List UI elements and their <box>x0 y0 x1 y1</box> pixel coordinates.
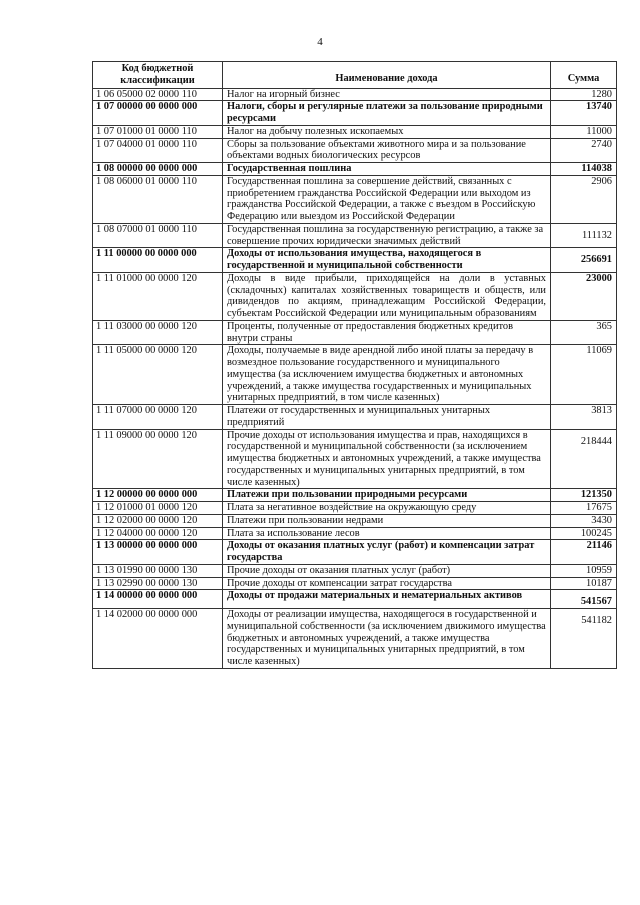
row-sum: 10959 <box>551 564 617 577</box>
row-code: 1 11 09000 00 0000 120 <box>93 429 223 489</box>
header-sum: Сумма <box>551 62 617 89</box>
table-row <box>93 577 617 590</box>
table-row <box>93 540 617 565</box>
table-row <box>93 527 617 540</box>
row-name: Доходы от реализации имущества, находящегося в государственной и муниципальной собственности (за исключением движимого имущества бюджетных и автономных учреждений, а также имущества государственных и муниципальных унитарных предприятий, в том числе казенных) <box>223 609 551 669</box>
table-body <box>93 88 617 668</box>
table-row <box>93 345 617 405</box>
row-sum: 11000 <box>551 125 617 138</box>
row-name: Налог на добычу полезных ископаемых <box>223 125 551 138</box>
row-code: 1 08 06000 01 0000 110 <box>93 175 223 223</box>
revenue-table <box>92 61 617 669</box>
row-name: Государственная пошлина за совершение действий, связанных с приобретением гражданства Российской Федерации или выходом из гражданства Российской Федерации, а также с въездом в Российскую Федерацию или выездом из Российской Федерации <box>223 175 551 223</box>
row-code: 1 07 04000 01 0000 110 <box>93 138 223 163</box>
row-sum: 541182 <box>551 609 617 669</box>
row-code: 1 11 03000 00 0000 120 <box>93 320 223 345</box>
row-name: Плата за негативное воздействие на окружающую среду <box>223 502 551 515</box>
row-code: 1 13 01990 00 0000 130 <box>93 564 223 577</box>
row-code: 1 08 07000 01 0000 110 <box>93 223 223 248</box>
row-sum: 21146 <box>551 540 617 565</box>
table-row <box>93 489 617 502</box>
row-name: Прочие доходы от использования имущества и прав, находящихся в государственной и муниципальной собственности (за исключением имущества бюджетных и автономных учреждений, а также имущества государственных и муниципальных унитарных предприятий, в том числе казенных) <box>223 429 551 489</box>
row-code: 1 12 02000 00 0000 120 <box>93 514 223 527</box>
row-name: Платежи при пользовании природными ресурсами <box>223 489 551 502</box>
row-name: Прочие доходы от оказания платных услуг (работ) <box>223 564 551 577</box>
row-name: Платежи от государственных и муниципальных унитарных предприятий <box>223 405 551 430</box>
row-sum: 111132 <box>551 223 617 248</box>
row-code: 1 11 00000 00 0000 000 <box>93 248 223 273</box>
row-name: Прочие доходы от компенсации затрат государства <box>223 577 551 590</box>
table-row <box>93 320 617 345</box>
table-row <box>93 223 617 248</box>
page-number: 4 <box>317 36 323 48</box>
row-code: 1 12 00000 00 0000 000 <box>93 489 223 502</box>
row-code: 1 14 02000 00 0000 000 <box>93 609 223 669</box>
row-name: Доходы от продажи материальных и нематериальных активов <box>223 590 551 609</box>
table-row <box>93 429 617 489</box>
row-sum: 10187 <box>551 577 617 590</box>
row-sum: 541567 <box>551 590 617 609</box>
row-sum: 11069 <box>551 345 617 405</box>
row-name: Доходы от использования имущества, находящегося в государственной и муниципальной собственности <box>223 248 551 273</box>
row-code: 1 07 00000 00 0000 000 <box>93 101 223 126</box>
row-name: Проценты, полученные от предоставления бюджетных кредитов внутри страны <box>223 320 551 345</box>
row-name: Государственная пошлина <box>223 163 551 176</box>
table-row <box>93 514 617 527</box>
row-name: Плата за использование лесов <box>223 527 551 540</box>
row-code: 1 12 01000 01 0000 120 <box>93 502 223 515</box>
row-sum: 100245 <box>551 527 617 540</box>
table-row <box>93 101 617 126</box>
table-row <box>93 163 617 176</box>
row-code: 1 13 02990 00 0000 130 <box>93 577 223 590</box>
table-row <box>93 405 617 430</box>
row-sum: 218444 <box>551 429 617 489</box>
table-row <box>93 125 617 138</box>
header-name: Наименование дохода <box>223 62 551 89</box>
row-name: Доходы в виде прибыли, приходящейся на доли в уставных (складочных) капиталах хозяйственных товариществ и обществ, или дивидендов по акциям, принадлежащим Российской Федерации, субъектам Российской Федерации или муниципальным образованиям <box>223 272 551 320</box>
row-code: 1 14 00000 00 0000 000 <box>93 590 223 609</box>
row-sum: 23000 <box>551 272 617 320</box>
row-code: 1 11 01000 00 0000 120 <box>93 272 223 320</box>
row-code: 1 13 00000 00 0000 000 <box>93 540 223 565</box>
row-name: Доходы, получаемые в виде арендной либо иной платы за передачу в возмездное пользование государственного и муниципального имущества (за исключением имущества бюджетных и автономных учреждений, а также имущества государственных и муниципальных унитарных предприятий, в том числе казенных) <box>223 345 551 405</box>
row-sum: 2906 <box>551 175 617 223</box>
table-row <box>93 590 617 609</box>
row-sum: 3813 <box>551 405 617 430</box>
table-row <box>93 502 617 515</box>
row-sum: 121350 <box>551 489 617 502</box>
row-code: 1 07 01000 01 0000 110 <box>93 125 223 138</box>
row-sum: 13740 <box>551 101 617 126</box>
row-sum: 1280 <box>551 88 617 101</box>
row-sum: 365 <box>551 320 617 345</box>
row-name: Налоги, сборы и регулярные платежи за пользование природными ресурсами <box>223 101 551 126</box>
row-code: 1 12 04000 00 0000 120 <box>93 527 223 540</box>
table-row <box>93 175 617 223</box>
table-row <box>93 248 617 273</box>
table-row <box>93 88 617 101</box>
row-code: 1 11 05000 00 0000 120 <box>93 345 223 405</box>
row-code: 1 06 05000 02 0000 110 <box>93 88 223 101</box>
row-sum: 2740 <box>551 138 617 163</box>
table-header-row <box>93 62 617 89</box>
row-name: Государственная пошлина за государственную регистрацию, а также за совершение прочих юридически значимых действий <box>223 223 551 248</box>
row-sum: 3430 <box>551 514 617 527</box>
row-name: Доходы от оказания платных услуг (работ) и компенсации затрат государства <box>223 540 551 565</box>
table-row <box>93 272 617 320</box>
row-name: Сборы за пользование объектами животного мира и за пользование объектами водных биологических ресурсов <box>223 138 551 163</box>
row-sum: 114038 <box>551 163 617 176</box>
row-code: 1 11 07000 00 0000 120 <box>93 405 223 430</box>
table-row <box>93 564 617 577</box>
row-sum: 17675 <box>551 502 617 515</box>
row-name: Налог на игорный бизнес <box>223 88 551 101</box>
row-code: 1 08 00000 00 0000 000 <box>93 163 223 176</box>
table-row <box>93 609 617 669</box>
row-name: Платежи при пользовании недрами <box>223 514 551 527</box>
row-sum: 256691 <box>551 248 617 273</box>
table-row <box>93 138 617 163</box>
header-code: Код бюджетной классификации <box>93 62 223 89</box>
